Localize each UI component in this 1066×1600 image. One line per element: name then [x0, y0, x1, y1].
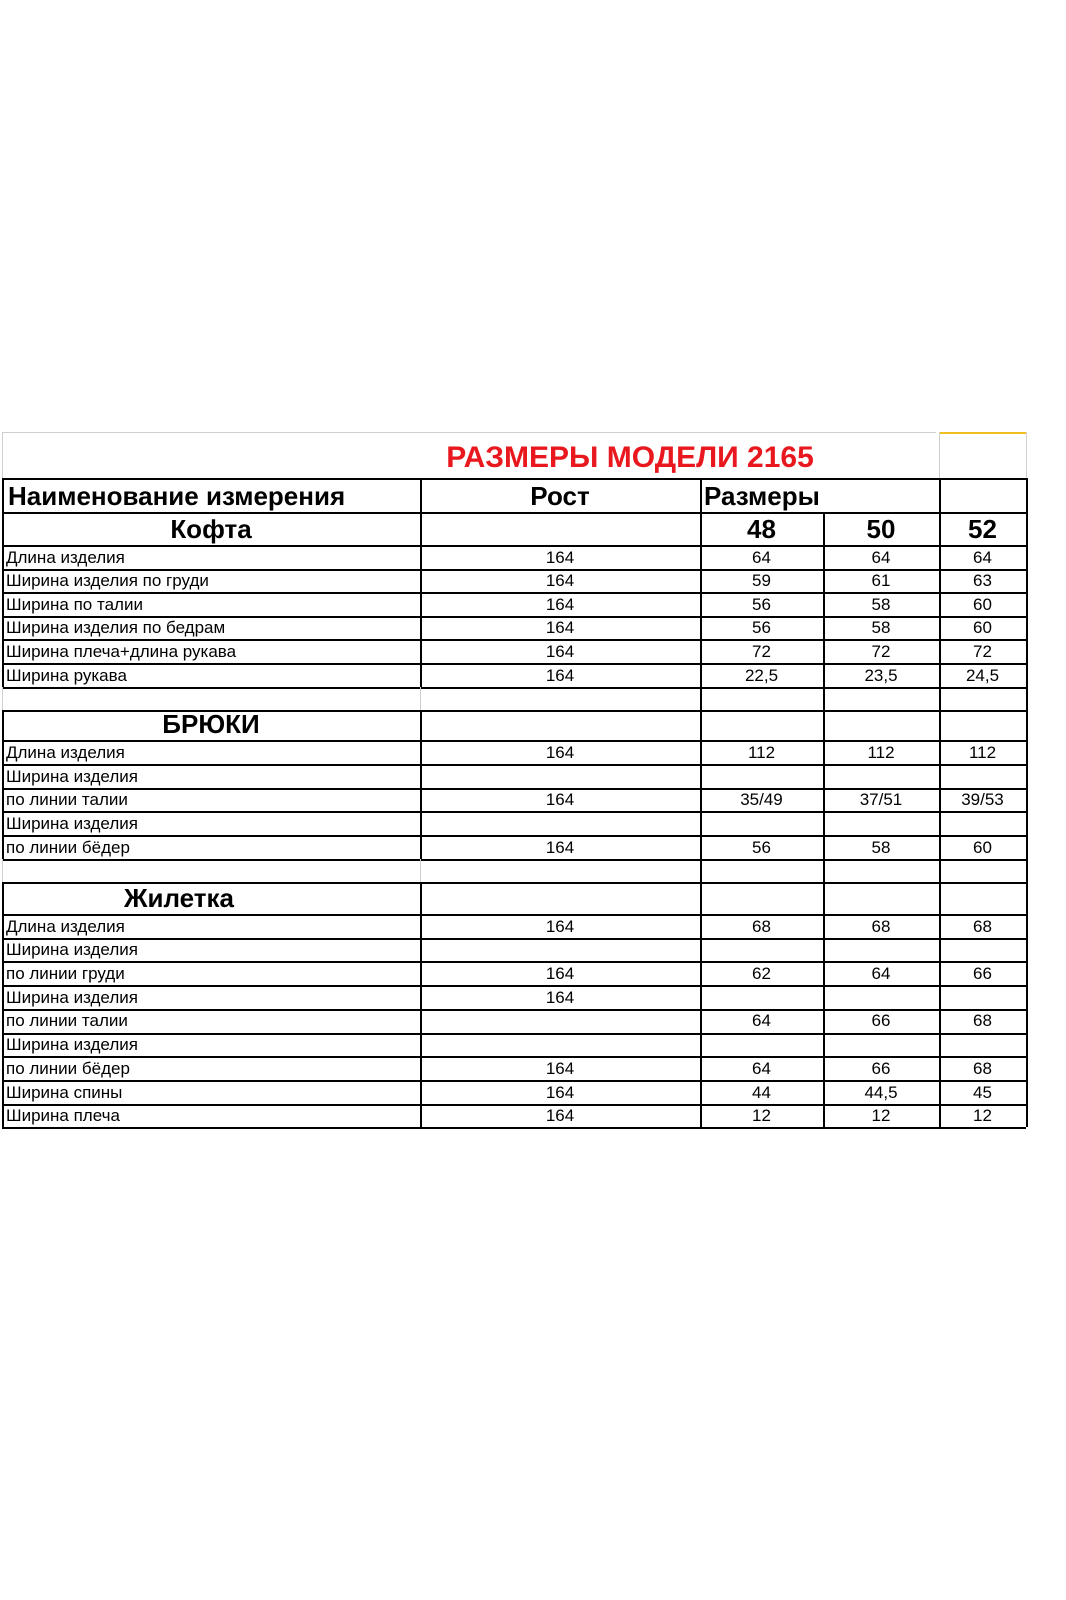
grid-line [823, 859, 825, 883]
grid-line [2, 545, 4, 569]
grid-line [939, 478, 941, 512]
grid-line [420, 788, 422, 811]
grid-line [939, 687, 941, 711]
grid-line [700, 569, 702, 592]
size-48-value [700, 1033, 823, 1057]
grid-line [1026, 545, 1028, 569]
grid-line [1026, 663, 1028, 687]
grid-line [2, 592, 4, 616]
grid-line [2, 432, 936, 433]
grid-line [1026, 740, 1028, 764]
grid-line [823, 592, 825, 616]
grid-line [1026, 1056, 1028, 1080]
grid-line [823, 663, 825, 687]
grid-line [823, 882, 825, 914]
grid-line [420, 961, 422, 985]
grid-line [2, 710, 4, 740]
size-52-value: 63 [973, 571, 992, 591]
grid-line [1026, 859, 1028, 883]
grid-line [1026, 432, 1027, 478]
height-value: 164 [545, 1082, 575, 1102]
grid-line [1026, 811, 1028, 835]
grid-line [420, 710, 422, 740]
size-50-value: 61 [871, 571, 891, 591]
grid-line [1026, 687, 1028, 711]
grid-line [1026, 914, 1028, 938]
grid-line [2, 811, 4, 835]
measurement-label: по линии талии [6, 790, 128, 810]
height-value: 164 [545, 916, 575, 936]
grid-line [1026, 710, 1028, 740]
grid-line [700, 985, 702, 1009]
grid-line [823, 938, 825, 961]
height-value [420, 764, 700, 788]
size-52-value: 68 [973, 1058, 992, 1078]
grid-line [700, 545, 702, 569]
grid-line [2, 478, 4, 512]
measurement-label: Ширина плеча+длина рукава [6, 641, 237, 661]
grid-line [1026, 478, 1028, 512]
size-50-value: 66 [871, 1011, 891, 1031]
grid-line [420, 592, 422, 616]
height-value: 164 [545, 547, 575, 567]
size-50-value: 58 [871, 837, 891, 857]
grid-line [823, 914, 825, 938]
grid-line [939, 811, 941, 835]
grid-line [939, 432, 940, 478]
grid-line [2, 512, 4, 545]
grid-line [939, 545, 941, 569]
grid-line [1026, 882, 1028, 914]
grid-line [2, 687, 3, 711]
grid-line [420, 639, 422, 663]
size-48-value [700, 938, 823, 962]
grid-line [2, 1127, 1026, 1129]
grid-line [939, 1056, 941, 1080]
size-52-value [939, 1033, 1026, 1057]
grid-line [700, 1033, 702, 1056]
size-label-52: 52 [968, 514, 997, 544]
grid-line [823, 764, 825, 788]
grid-line [700, 1104, 702, 1127]
size-52-value [939, 938, 1026, 962]
grid-line [823, 788, 825, 811]
height-value: 164 [545, 618, 575, 638]
grid-line [939, 938, 941, 961]
grid-line [823, 512, 825, 545]
grid-line [420, 545, 422, 569]
size-52-value: 112 [968, 742, 997, 762]
grid-line [1026, 835, 1028, 859]
grid-line [2, 859, 3, 883]
grid-line [939, 569, 941, 592]
grid-line [2, 859, 1026, 861]
measurement-label: по линии груди [6, 964, 125, 984]
grid-line [2, 1009, 4, 1033]
grid-line [700, 512, 702, 545]
grid-line [2, 569, 4, 592]
measurement-label: Ширина изделия [6, 1035, 138, 1055]
grid-line [823, 985, 825, 1009]
grid-line [700, 616, 702, 639]
grid-line [420, 882, 422, 914]
grid-line [2, 788, 4, 811]
height-value: 164 [545, 641, 575, 661]
size-48-value: 56 [752, 594, 771, 614]
size-52-value: 64 [973, 547, 992, 567]
grid-line [939, 1033, 941, 1056]
grid-line [2, 961, 4, 985]
grid-line [939, 740, 941, 764]
grid-line [2, 882, 4, 914]
grid-line [700, 938, 702, 961]
size-48-value: 68 [752, 916, 771, 936]
grid-line [700, 639, 702, 663]
grid-line [420, 616, 422, 639]
measurement-label: Ширина изделия по груди [6, 571, 209, 591]
grid-line [939, 432, 1026, 434]
height-value: 164 [545, 665, 575, 685]
grid-line [823, 710, 825, 740]
size-52-value: 60 [973, 618, 992, 638]
grid-line [2, 687, 1026, 689]
grid-line [939, 663, 941, 687]
grid-line [2, 985, 4, 1009]
size-52-value: 60 [973, 837, 992, 857]
size-48-value: 56 [752, 618, 771, 638]
size-48-value: 64 [752, 1058, 771, 1078]
grid-line [2, 663, 4, 687]
size-label-50: 50 [866, 514, 896, 544]
size-48-value: 112 [747, 742, 776, 762]
grid-line [1026, 616, 1028, 639]
grid-line [2, 835, 4, 859]
height-value [420, 1009, 700, 1033]
height-value: 164 [545, 1106, 575, 1126]
size-50-value: 112 [867, 742, 895, 762]
size-50-value: 44,5 [864, 1082, 898, 1102]
grid-line [700, 687, 702, 711]
grid-line [420, 1104, 422, 1127]
measurement-label: Ширина изделия по бедрам [6, 618, 226, 638]
grid-line [939, 710, 941, 740]
grid-line [823, 1104, 825, 1127]
size-48-value: 72 [752, 641, 771, 661]
size-48-value: 22,5 [744, 665, 779, 685]
header-measurement-name: Наименование измерения [8, 481, 346, 511]
grid-line [420, 569, 422, 592]
size-50-value [823, 938, 939, 962]
grid-line [2, 764, 4, 788]
section-title: БРЮКИ [162, 709, 260, 739]
size-48-value [700, 764, 823, 788]
measurement-label: Ширина рукава [6, 665, 127, 685]
grid-line [823, 811, 825, 835]
grid-line [700, 788, 702, 811]
grid-line [1026, 764, 1028, 788]
height-value: 164 [545, 571, 575, 591]
grid-line [420, 663, 422, 687]
grid-line [420, 811, 422, 835]
grid-line [939, 592, 941, 616]
grid-line [700, 1009, 702, 1033]
grid-line [939, 961, 941, 985]
size-48-value: 64 [752, 547, 771, 567]
size-48-value: 35/49 [740, 790, 783, 810]
grid-line [823, 616, 825, 639]
grid-line [939, 616, 941, 639]
grid-line [1026, 639, 1028, 663]
height-value: 164 [545, 964, 575, 984]
grid-line [939, 512, 941, 545]
grid-line [823, 639, 825, 663]
measurement-label: по линии талии [6, 1011, 128, 1031]
grid-line [420, 512, 422, 545]
measurement-label: по линии бёдер [6, 837, 130, 857]
measurement-label: Длина изделия [6, 547, 125, 567]
grid-line [939, 788, 941, 811]
grid-line [700, 859, 702, 883]
grid-line [939, 835, 941, 859]
grid-line [2, 616, 4, 639]
measurement-label: Ширина изделия [6, 766, 138, 786]
grid-line [823, 545, 825, 569]
size-52-value: 45 [973, 1082, 992, 1102]
size-50-value: 12 [871, 1106, 891, 1126]
measurement-label: Ширина по талии [6, 594, 143, 614]
grid-line [700, 811, 702, 835]
height-value: 164 [545, 790, 575, 810]
grid-line [1026, 1009, 1028, 1033]
measurement-label: Ширина изделия [6, 940, 138, 960]
measurement-label: Ширина изделия [6, 814, 138, 834]
size-50-value: 64 [871, 964, 891, 984]
header-sizes: Размеры [704, 481, 820, 511]
grid-line [823, 1056, 825, 1080]
size-50-value: 58 [871, 594, 891, 614]
size-52-value: 24,5 [965, 665, 1000, 685]
grid-line [939, 859, 941, 883]
height-value: 164 [545, 837, 575, 857]
size-52-value [939, 764, 1026, 788]
grid-line [700, 1080, 702, 1104]
measurement-label: Ширина плеча [6, 1106, 120, 1126]
grid-line [700, 740, 702, 764]
section-title: Кофта [170, 514, 252, 544]
measurement-label: Ширина спины [6, 1082, 123, 1102]
size-52-value [939, 985, 1026, 1009]
size-48-value [700, 811, 823, 835]
height-value: 164 [545, 1058, 575, 1078]
grid-line [420, 1033, 422, 1056]
size-48-value [700, 985, 823, 1009]
size-50-value: 64 [871, 547, 891, 567]
grid-line [939, 1009, 941, 1033]
grid-line [420, 740, 422, 764]
grid-line [939, 882, 941, 914]
grid-line [420, 764, 422, 788]
size-50-value: 72 [871, 641, 891, 661]
grid-line [700, 882, 702, 914]
grid-line [420, 914, 422, 938]
size-50-value [823, 985, 939, 1009]
measurement-label: по линии бёдер [6, 1058, 130, 1078]
grid-line [700, 710, 702, 740]
grid-line [1026, 985, 1028, 1009]
grid-line [700, 592, 702, 616]
size-50-value: 66 [871, 1058, 891, 1078]
grid-line [1026, 592, 1028, 616]
grid-line [420, 1080, 422, 1104]
size-50-value: 58 [871, 618, 891, 638]
grid-line [420, 687, 421, 711]
grid-line [939, 914, 941, 938]
grid-line [1026, 788, 1028, 811]
grid-line [823, 961, 825, 985]
size-50-value: 23,5 [864, 665, 898, 685]
grid-line [823, 1033, 825, 1056]
height-value [420, 1033, 700, 1057]
size-50-value: 37/51 [859, 790, 903, 810]
grid-line [700, 663, 702, 687]
size-48-value: 12 [752, 1106, 771, 1126]
grid-line [823, 569, 825, 592]
height-value [420, 811, 700, 835]
grid-line [823, 1009, 825, 1033]
grid-line [939, 985, 941, 1009]
header-height: Рост [530, 481, 590, 511]
grid-line [939, 1080, 941, 1104]
grid-line [700, 1056, 702, 1080]
grid-line [1026, 1080, 1028, 1104]
grid-line [2, 1080, 4, 1104]
height-value: 164 [545, 987, 575, 1007]
size-50-value [823, 811, 939, 835]
grid-line [2, 1056, 4, 1080]
grid-line [1026, 569, 1028, 592]
size-48-value: 56 [752, 837, 771, 857]
size-52-value: 68 [973, 916, 992, 936]
size-48-value: 59 [752, 571, 771, 591]
grid-line [1026, 1033, 1028, 1056]
section-title: Жилетка [124, 883, 234, 913]
grid-line [1026, 512, 1028, 545]
size-48-value: 44 [752, 1082, 771, 1102]
grid-line [2, 639, 4, 663]
grid-line [420, 1009, 422, 1033]
size-52-value: 12 [973, 1106, 992, 1126]
size-48-value: 62 [752, 964, 771, 984]
size-50-value [823, 1033, 939, 1057]
grid-line [939, 1104, 941, 1127]
grid-line [700, 835, 702, 859]
grid-line [2, 914, 4, 938]
height-value [420, 938, 700, 962]
grid-line [1026, 938, 1028, 961]
grid-line [700, 961, 702, 985]
measurement-label: Ширина изделия [6, 987, 138, 1007]
size-50-value: 68 [871, 916, 891, 936]
height-value: 164 [545, 742, 575, 762]
grid-line [420, 985, 422, 1009]
grid-line [420, 938, 422, 961]
grid-line [823, 687, 825, 711]
grid-line [823, 1080, 825, 1104]
grid-line [939, 764, 941, 788]
size-52-value: 39/53 [961, 790, 1004, 810]
grid-line [420, 835, 422, 859]
size-52-value [939, 811, 1026, 835]
grid-line [823, 835, 825, 859]
grid-line [420, 1056, 422, 1080]
grid-line [823, 740, 825, 764]
height-value: 164 [545, 594, 575, 614]
grid-line [2, 740, 4, 764]
grid-line [700, 764, 702, 788]
size-48-value: 64 [752, 1011, 771, 1031]
grid-line [420, 859, 421, 883]
page-title: РАЗМЕРЫ МОДЕЛИ 2165 [446, 441, 814, 474]
grid-line [1026, 961, 1028, 985]
measurement-label: Длина изделия [6, 916, 125, 936]
grid-line [420, 478, 422, 512]
size-50-value [823, 764, 939, 788]
size-52-value: 72 [973, 641, 992, 661]
grid-line [939, 639, 941, 663]
measurement-label: Длина изделия [6, 742, 125, 762]
size-52-value: 68 [973, 1011, 992, 1031]
grid-line [2, 1104, 4, 1127]
grid-line [700, 478, 702, 512]
size-52-value: 60 [973, 594, 992, 614]
grid-line [2, 1033, 4, 1056]
size-52-value: 66 [973, 964, 992, 984]
grid-line [700, 914, 702, 938]
size-label-48: 48 [747, 514, 776, 544]
grid-line [2, 938, 4, 961]
grid-line [1026, 1104, 1028, 1127]
grid-line [2, 432, 3, 478]
